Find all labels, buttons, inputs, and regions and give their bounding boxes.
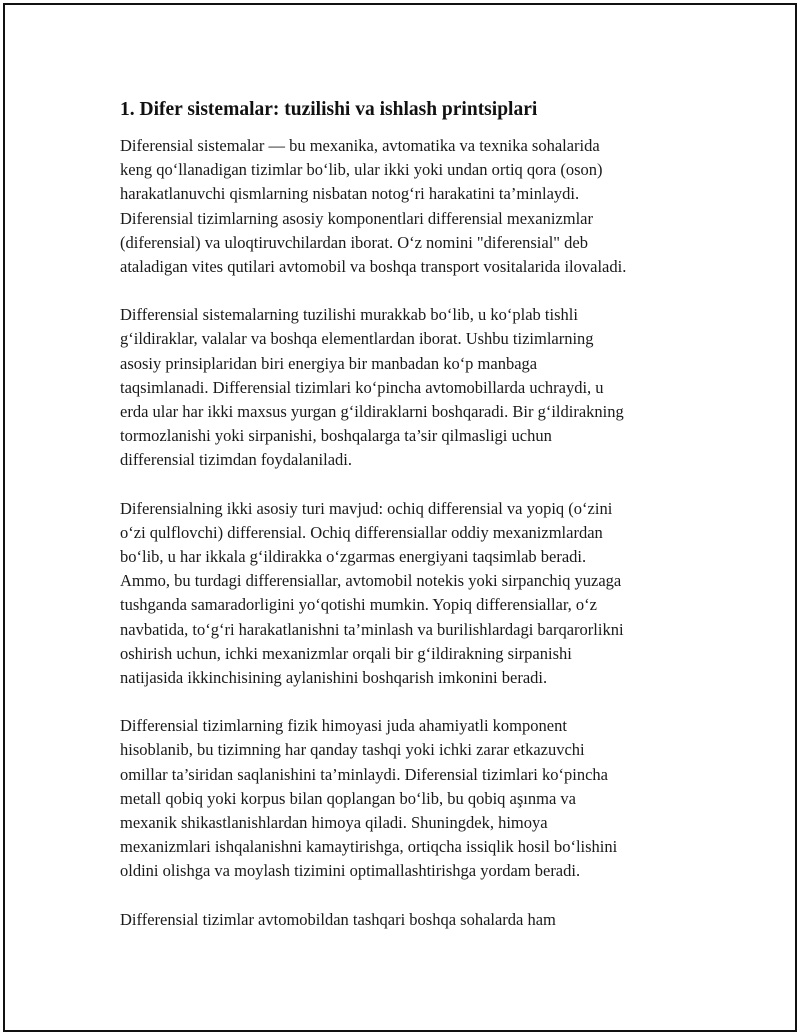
document-page <box>3 3 797 1032</box>
section-heading: 1. Difer sistemalar: tuzilishi va ishlash printsiplari <box>120 99 538 120</box>
paragraph-5: Differensial tizimlar avtomobildan tashqari boshqa sohalarda ham <box>120 909 556 929</box>
paragraph-4: Differensial tizimlarning fizik himoyasi juda ahamiyatli komponent hisoblanib, bu tizimning har qanday tashqi yoki ichki zarar etkazuvchi omillar ta’siridan saqlanishini ta’minlaydi. Diferensial tizimlari ko‘pincha metall qobiq yoki korpus bilan qoplangan bo‘lib, bu qobiq aşınma va mexanik shikastlanishlardan himoya qiladi. Shuningdek, himoya mexanizmlari ishqalanishni kamaytirishga, ortiqcha issiqlik hosil bo‘lishini oldini olishga va moylash tizimini optimallashtirishga yordam beradi. <box>120 716 618 881</box>
paragraph-1: Diferensial sistemalar — bu mexanika, avtomatika va texnika sohalarida keng qo‘llanadigan tizimlar bo‘lib, ular ikki yoki undan ortiq qora (oson) harakatlanuvchi qismlarning nisbatan notog‘ri harakatini ta’minlaydi. Diferensial tizimlarning asosiy komponentlari differensial mexanizmlar (diferensial) va uloqtiruvchilardan iborat. O‘z nomini "diferensial" deb ataladigan vites qutilari avtomobil va boshqa transport vositalarida ilovaladi. <box>120 136 627 277</box>
document-content <box>120 97 700 956</box>
paragraph-3: Diferensialning ikki asosiy turi mavjud: ochiq differensial va yopiq (o‘zini o‘zi qulflovchi) differensial. Ochiq differensiallar oddiy mexanizmlardan bo‘lib, u har ikkala g‘ildirakka o‘zgarmas energiyani taqsimlab beradi. Ammo, bu turdagi differensiallar, avtomobil notekis yoki sirpanchiq yuzaga tushganda samaradorligini yo‘qotishi mumkin. Yopiq differensiallar, o‘z navbatida, to‘g‘ri harakatlanishni ta’minlash va burilishlardagi barqarorlikni oshirish uchun, ichki mexanizmlar orqali bir g‘ildirakning sirpanishi natijasida ikkinchisining aylanishini boshqarish imkonini beradi. <box>120 498 624 688</box>
paragraph-2: Differensial sistemalarning tuzilishi murakkab bo‘lib, u ko‘plab tishli g‘ildiraklar, valalar va boshqa elementlardan iborat. Ushbu tizimlarning asosiy prinsiplaridan biri energiya bir manbadan ko‘p manbaga taqsimlanadi. Differensial tizimlari ko‘pincha avtomobillarda uchraydi, u erda ular har ikki maxsus yurgan g‘ildiraklarni boshqaradi. Bir g‘ildirakning tormozlanishi yoki sirpanishi, boshqalarga ta’sir qilmasligi uchun differensial tizimdan foydalaniladi. <box>120 305 624 470</box>
